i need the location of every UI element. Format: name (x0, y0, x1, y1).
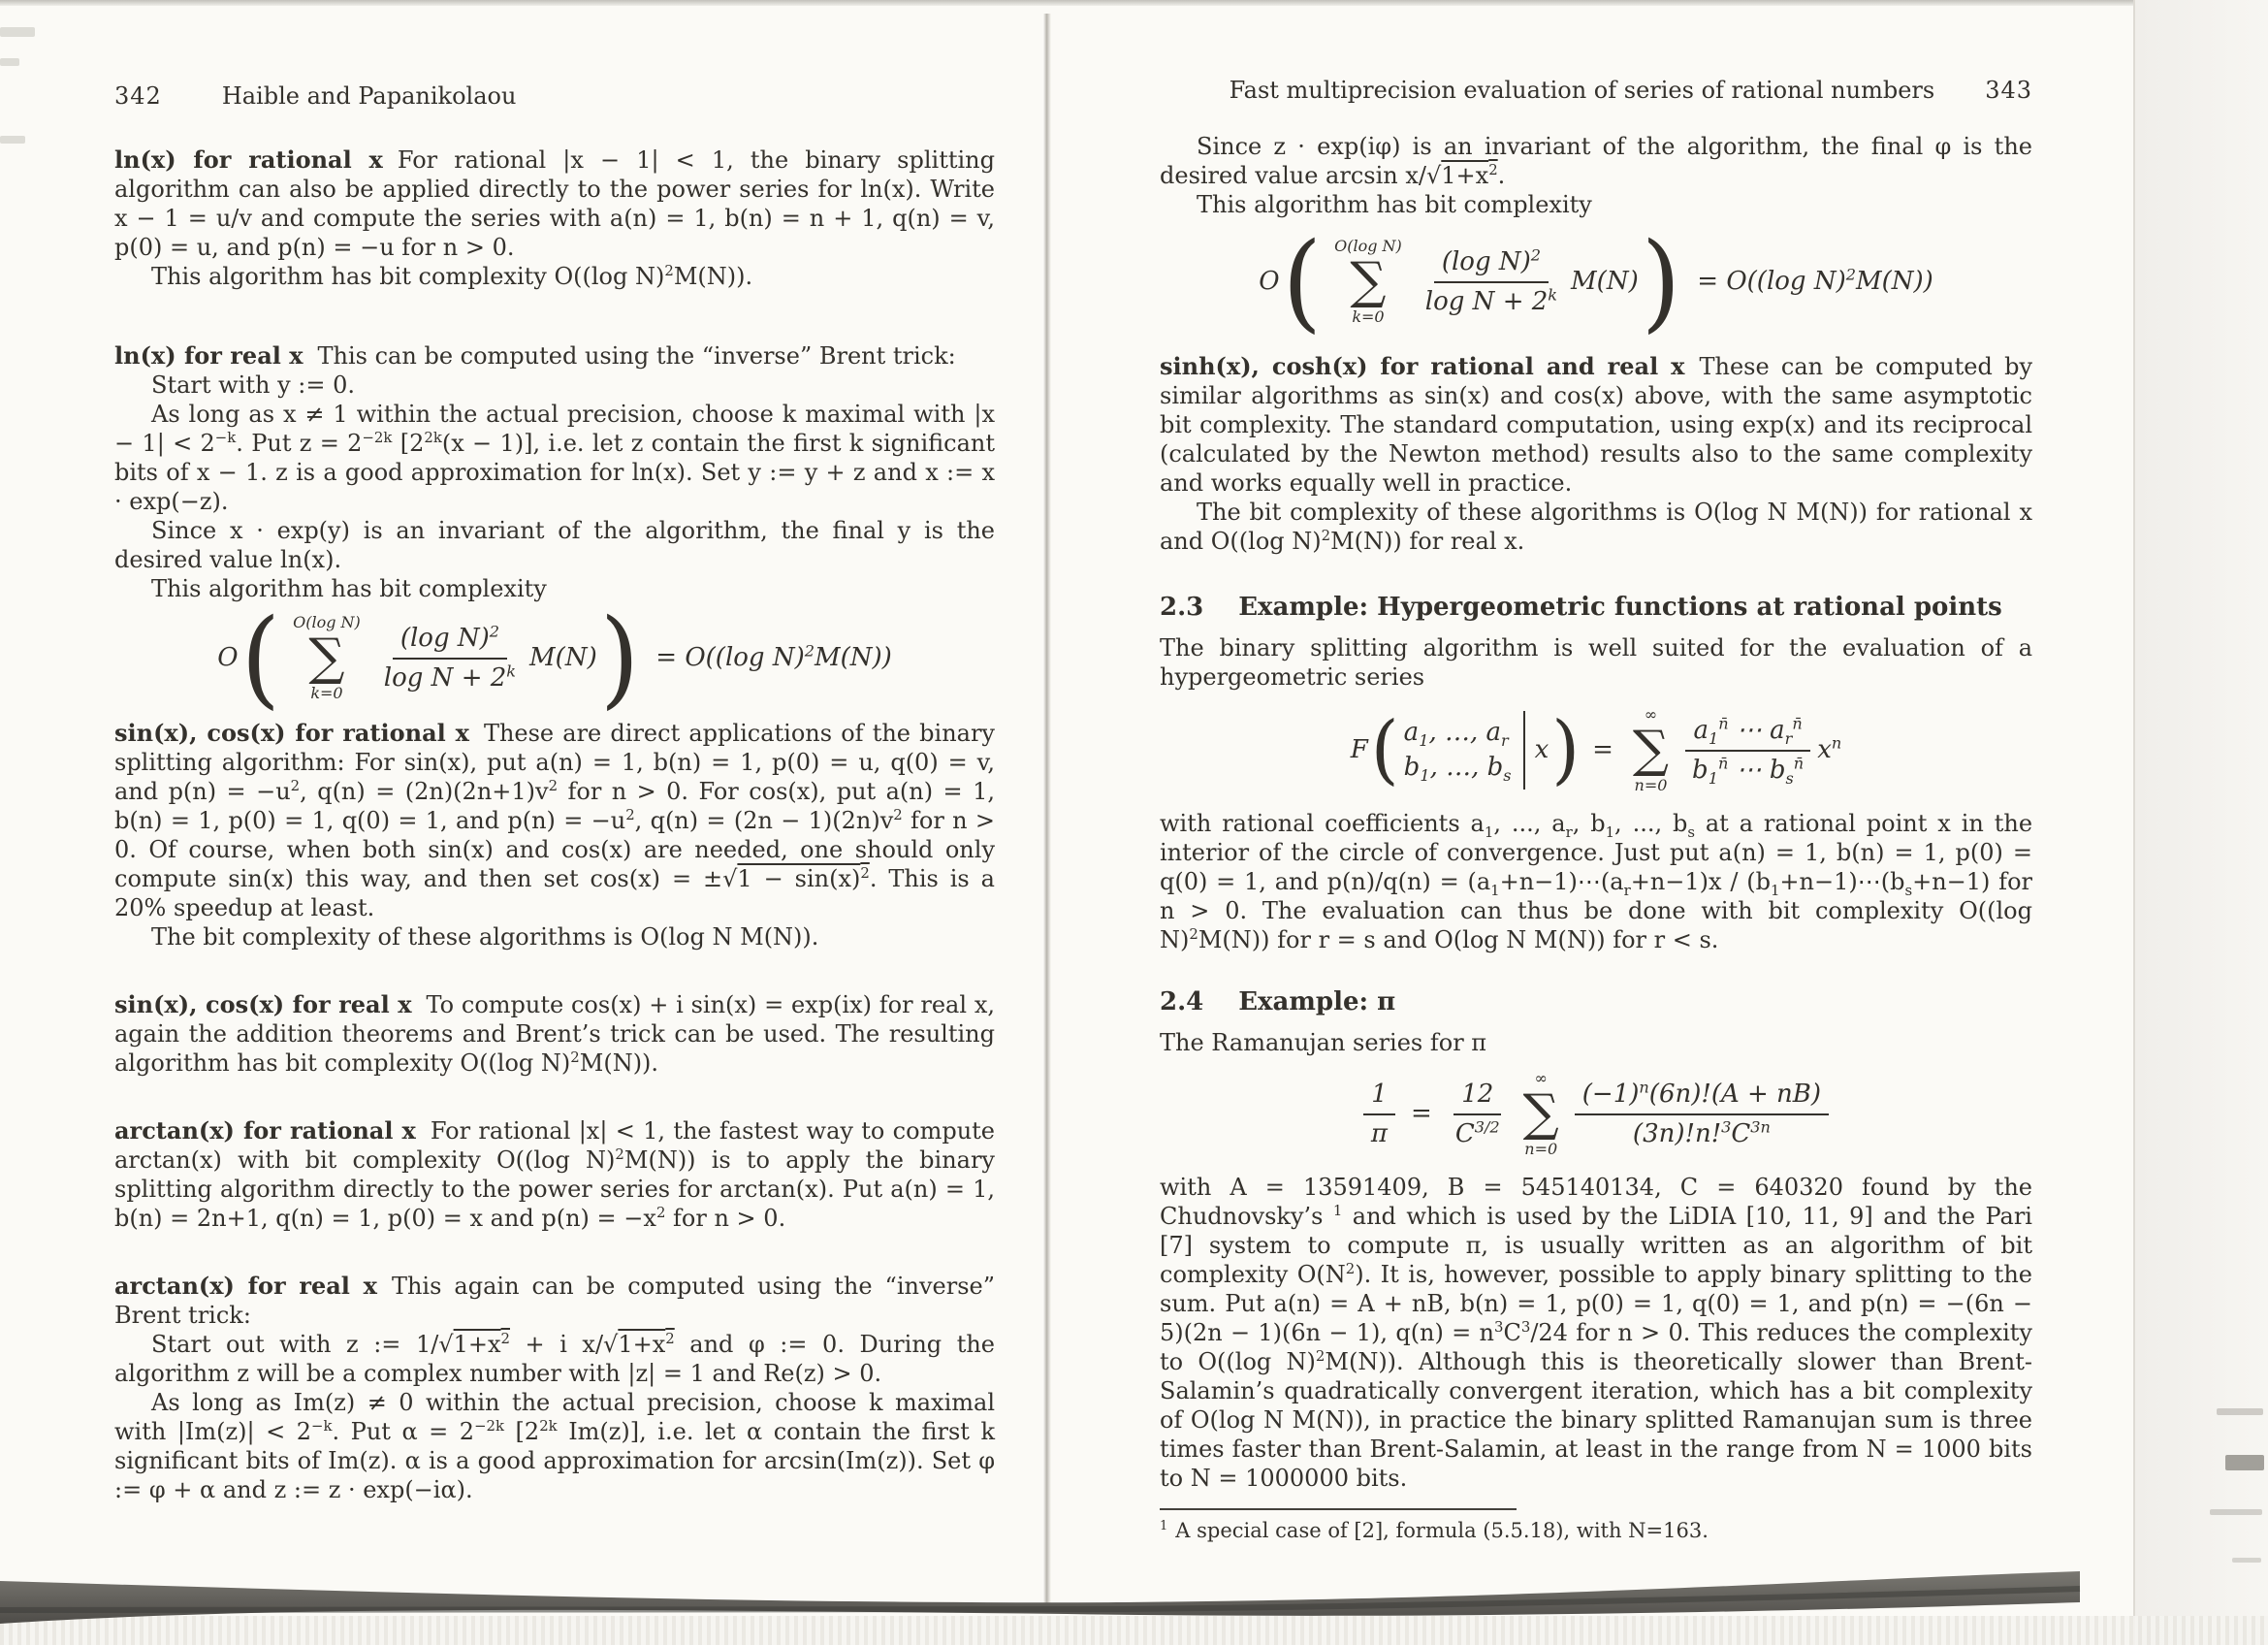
function-f: F (1350, 734, 1368, 764)
section-title: Example: π (1238, 987, 1396, 1017)
step-loop: As long as Im(z) ≠ 0 within the actual precision, choose k maximal with $|Im(z)| < 2^{-k}$. Put $\alpha = 2^{-2k}$ [$2^{2k}$ Im(z)], i.e. let α contain the first k significant bits of Im(z). α is a good approximation for arcsin(Im(z)). Set φ := φ + α and z := z · exp(−iα). (114, 1389, 996, 1504)
paragraph-lead: sin(x), cos(x) for rational x (114, 719, 469, 748)
paragraph-sinh-cosh (1160, 352, 2032, 498)
paragraph-complexity: This algorithm has bit complexity O((log N)$^2$M(N)). (151, 262, 753, 290)
paragraph-body: These can be computed by similar algorithms as sin(x) and cos(x) above, with the same asymptotic bit complexity. The standard computation, using exp(x) and its reciprocal (calculated by the Newton method) results also to the same complexity and works equally well in practice. (1160, 353, 2033, 498)
footnote-marker: 1 (1160, 1519, 1168, 1534)
fraction-coefficient: $\frac{12}{C^{3/2}}$ (1454, 1080, 1500, 1148)
close-paren: ) (1551, 705, 1581, 794)
paragraph-complexity: The bit complexity of these algorithms is O(log N M(N)). (151, 923, 819, 952)
section-sinh-cosh (1160, 352, 2032, 556)
paragraph-body: To compute cos(x) + i sin(x) = exp(ix) for real x, again the addition theorems and Brent’s trick can be used. The resulting algorithm has bit complexity O((log N)$^2$M(N)). (114, 991, 995, 1078)
scan-top-edge (0, 0, 2268, 6)
open-paren: ( (1282, 219, 1323, 344)
formula-rhs: = O((log N)$^2$M(N)) (1697, 264, 1933, 296)
fraction: $\frac{a_1^{n̄} \cdots a_r^{n̄}}{b_1^{n̄} \cdots b_s^{n̄}}$ (1684, 715, 1811, 786)
running-head-right (1160, 76, 2032, 105)
book-gutter-shadow (1043, 14, 1051, 1604)
section-arcsin-invariant (1160, 132, 2032, 219)
formula-bit-complexity-left (114, 596, 995, 721)
footnote-text: A special case of [2], formula (5.5.18), with N=163. (1175, 1519, 1709, 1543)
fraction-series-term: $\frac{(-1)^n(6n)!(A + nB)}{(3n)!n!^3C^{3n}}$ (1575, 1079, 1829, 1149)
section-number: 2.3 (1160, 593, 1204, 623)
paragraph-hypergeometric-continuation: with rational coefficients $a_1$, ..., $a_r$, $b_1$, ..., $b_s$ at a rational point x in the interior of the circle of convergence. Just put a(n) = 1, b(n) = 1, p(0) = q(0) = 1, and $p(n)/q(n) = (a_1+n-1)\cdots(a_r+n-1)x$ / $(b_1+n-1)\cdots(b_s+n-1)$ for n > 0. The evaluation can thus be done with bit complexity O((log N)$^2$M(N)) for r = s and O(log N M(N)) for r < s. (1160, 810, 2033, 954)
paragraph-lead: arctan(x) for real x (114, 1272, 377, 1301)
fraction: $\frac{(\log N)^2}{\log N + 2^k}$ (383, 622, 517, 693)
left-page (114, 81, 995, 1504)
big-o: O (1259, 266, 1280, 296)
running-head-left (114, 81, 995, 111)
paragraph-arcsin-invariant: Since z · exp(iφ) is an invariant of the algorithm, the final φ is the desired value $\arcsin x/√1+x^2$. (1160, 133, 2032, 189)
scan-streak (2210, 1509, 2262, 1515)
paragraph-ln-real (114, 341, 995, 371)
paragraph-lead: arctan(x) for rational x (114, 1116, 416, 1145)
scan-streak (2217, 1408, 2263, 1415)
paragraph-ramanujan-body: with A = 13591409, B = 545140134, C = 640320 found by the Chudnovsky’s $^1$ and which is used by the LiDIA [10, 11, 9] and the Pari [7] system to compute π, is usually written as an algorithm of bit complexity $O(N^2)$. It is, however, possible to apply binary splitting to the sum. Put a(n) = A + nB, b(n) = 1, p(0) = 1, q(0) = 1, and p(n) = −(6n − 5)(2n − 1)(6n − 1), $q(n) = n^3C^3/24$ for n > 0. This reduces the complexity to O((log N)$^2$M(N)). Although this is theoretically slower than Brent-Salamin’s quadratically convergent iteration, which has a bit complexity of O(log N M(N)), in practice the binary splitted Ramanujan sum is three times faster than Brent-Salamin, at least in the range from N = 1000 bits to N = 1000000 bits. (1160, 1174, 2032, 1493)
paragraph-sin-cos-rational (114, 719, 995, 922)
running-head-authors: Haible and Papanikolaou (221, 82, 517, 110)
step-loop: As long as x ≠ 1 within the actual precision, choose k maximal with $|x - 1| < 2^{-k}$. Put $z = 2^{-2k}$ $[2^{2k}(x - 1)]$, i.e. let z contain the first k significant bits of x − 1. z is a good approximation for ln(x). Set y := y + z and x := x · exp(−z). (114, 401, 996, 515)
paragraph-body: This can be computed using the “inverse” Brent trick: (317, 342, 956, 370)
sigma-symbol: ∑ (1522, 1084, 1559, 1144)
open-paren: ( (240, 596, 281, 721)
running-head-title: Fast multiprecision evaluation of series of rational numbers (1229, 77, 1935, 104)
right-page (1160, 76, 2032, 1544)
summation: ∞ ∑ n=0 (1522, 1069, 1559, 1159)
step-invariant: Since x · exp(y) is an invariant of the algorithm, the final y is the desired value ln(x). (114, 517, 995, 573)
section-title: Example: Hypergeometric functions at rational points (1238, 593, 2002, 623)
equals-sign: = (1411, 1098, 1432, 1128)
page-number-right: 343 (1985, 77, 2032, 104)
scan-smudge (0, 58, 19, 66)
complexity-intro: This algorithm has bit complexity (151, 575, 547, 602)
step-start: Start out with z := $1/√1+x^2 + i$ $x/√1+x^2$ and φ := 0. During the algorithm z will be a complex number with |z| = 1 and Re(z) > 0. (114, 1330, 996, 1388)
paragraph-lead: ln(x) for real x (114, 341, 303, 370)
paragraph-complexity: The bit complexity of these algorithms is O(log N M(N)) for rational x and O((log N)$^2$M(N)) for real x. (1160, 499, 2032, 556)
summation: O(log N) ∑ k=0 (1334, 237, 1402, 327)
paragraph-lead: sinh(x), cosh(x) for rational and real x (1160, 352, 1685, 381)
page-edge-right (2133, 0, 2268, 1645)
section-sin-cos-real (114, 990, 995, 1078)
equals-sign: = (1592, 734, 1613, 764)
paragraph-body: For rational |x − 1| < 1, the binary splitting algorithm can also be applied directly to the power series for ln(x). Write x − 1 = u/v and compute the series with a(n) = 1, b(n) = n + 1, q(n) = v, p(0) = u, and p(n) = −u for n > 0. (114, 146, 995, 261)
divider-bar (1523, 711, 1525, 790)
summation: ∞ ∑ n=0 (1632, 705, 1670, 795)
formula-rhs: = O((log N)$^2$M(N)) (655, 640, 892, 672)
section-ln-real (114, 341, 995, 603)
formula-ramanujan (1160, 1069, 2032, 1159)
section-arctan-real (114, 1272, 995, 1504)
complexity-intro: This algorithm has bit complexity (1197, 191, 1592, 218)
factor: M(N) (1571, 266, 1639, 296)
factor: M(N) (529, 642, 597, 672)
summation: O(log N) ∑ k=0 (293, 613, 361, 703)
footnote-rule (1160, 1508, 1517, 1510)
section-heading-2-3 (1160, 593, 2032, 622)
formula-bit-complexity-right (1160, 219, 2032, 344)
section-arctan-rational (114, 1116, 995, 1233)
close-paren: ) (599, 596, 640, 721)
formula-hypergeometric (1160, 705, 2032, 795)
scan-bottom-shadow-band (0, 1554, 2268, 1645)
footnote (1160, 1518, 2032, 1544)
paragraph-hypergeometric-intro: The binary splitting algorithm is well suited for the evaluation of a hypergeometric series (1160, 634, 2032, 692)
page-number-left: 342 (114, 82, 162, 110)
section-number: 2.4 (1160, 987, 1204, 1017)
paragraph-arctan-rational (114, 1116, 995, 1233)
factor: $x^n$ (1817, 732, 1842, 764)
parameter-matrix: $a_1$, …, $a_r$ $b_1$, …, $b_s$ (1403, 718, 1512, 785)
close-paren: ) (1641, 219, 1681, 344)
sigma-symbol: ∑ (1632, 721, 1670, 780)
section-sin-cos-rational (114, 719, 995, 952)
paragraph-ramanujan-intro: The Ramanujan series for π (1160, 1029, 1487, 1057)
argument: x (1534, 734, 1549, 764)
sigma-symbol: ∑ (308, 629, 345, 687)
big-o: O (217, 642, 239, 672)
paragraph-lead: ln(x) for rational x (114, 145, 383, 174)
sigma-symbol: ∑ (1350, 252, 1387, 310)
paragraph-body: This again can be computed using the “inverse” Brent trick: (114, 1273, 995, 1330)
paragraph-body: These are direct applications of the binary splitting algorithm: For sin(x), put a(n) = 1, b(n) = 1, p(0) = u, q(0) = v, and $p(n) = -u^2$, $q(n) = (2n)(2n+1)v^2$ for n > 0. For cos(x), put a(n) = 1, b(n) = 1, p(0) = 1, q(0) = 1, and $p(n) = -u^2$, $q(n) = (2n - 1)(2n)v^2$ for n > 0. Of course, when both sin(x) and cos(x) are needed, one should only compute sin(x) this way, and then set $\cos(x) = \pm√1 - \sin(x)^2$. This is a 20% speedup at least. (114, 720, 995, 922)
open-paren: ( (1370, 705, 1399, 794)
scan-streak (2225, 1455, 2264, 1470)
section-heading-2-4 (1160, 987, 2032, 1016)
fraction-one-over-pi: $\frac{1}{\pi}$ (1363, 1079, 1395, 1149)
paragraph-sin-cos-real (114, 990, 995, 1078)
scan-smudge (0, 136, 25, 144)
scan-smudge (0, 27, 35, 37)
section-ln-rational (114, 145, 995, 291)
step-start: Start with y := 0. (151, 371, 355, 399)
fraction: $\frac{(\log N)^2}{\log N + 2^k}$ (1424, 245, 1558, 316)
paragraph-ln-rational (114, 145, 995, 262)
paragraph-lead: sin(x), cos(x) for real x (114, 990, 412, 1019)
paragraph-arctan-real (114, 1272, 995, 1330)
paragraph-body: For rational |x| < 1, the fastest way to compute arctan(x) with bit complexity O((log N)$^2$M(N)) is to apply the binary splitting algorithm directly to the power series for arctan(x). Put a(n) = 1, b(n) = 2n+1, q(n) = 1, p(0) = x and $p(n) = -x^2$ for n > 0. (114, 1117, 995, 1233)
